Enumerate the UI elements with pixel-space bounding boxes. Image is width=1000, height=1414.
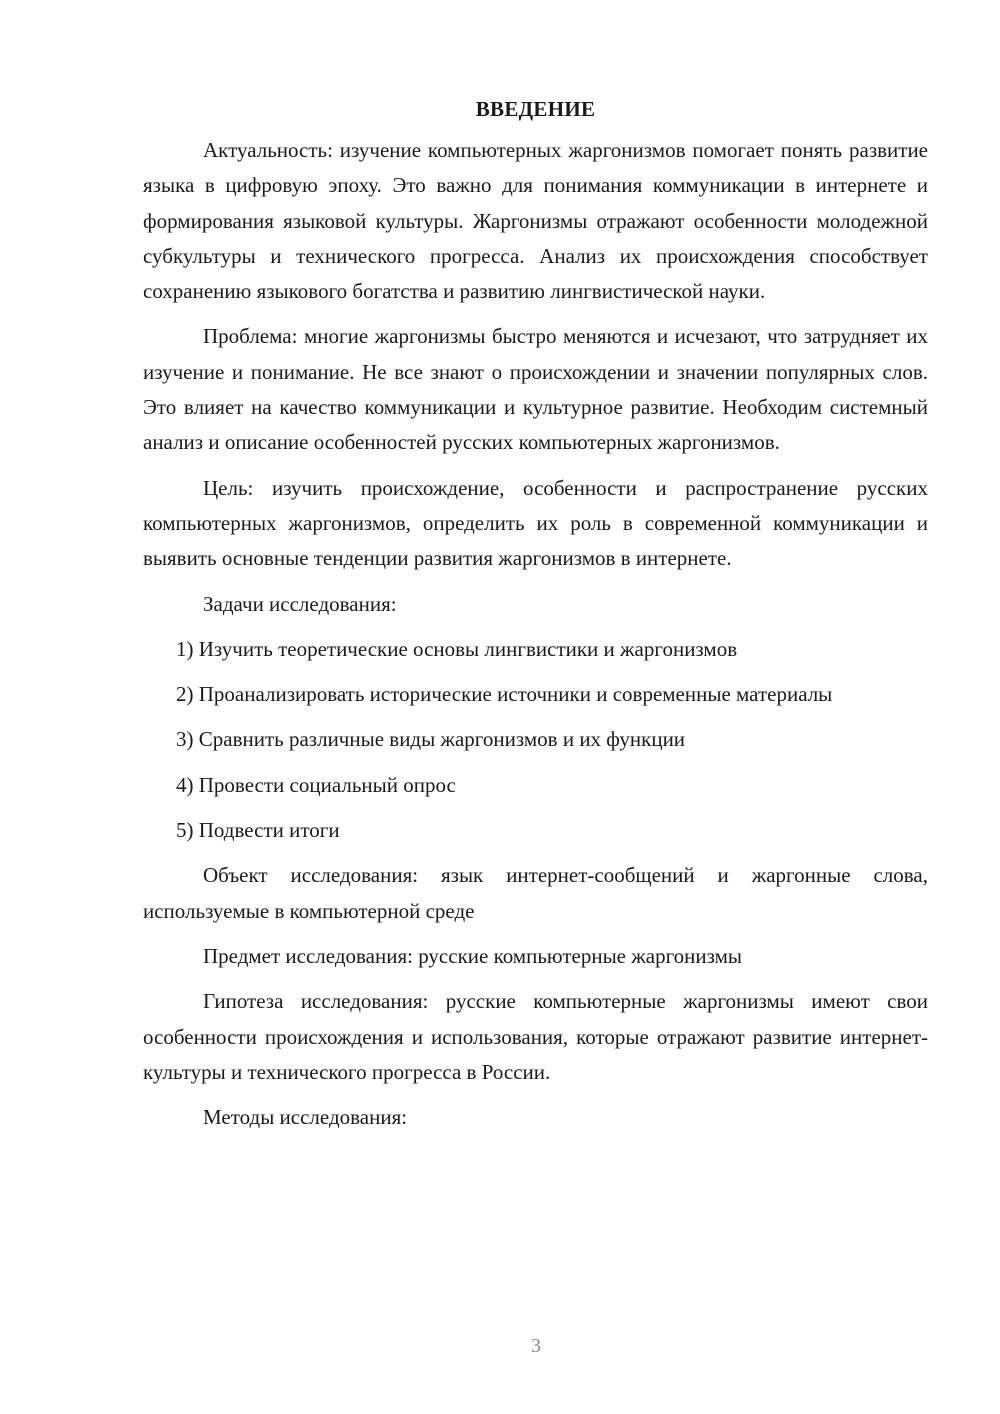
page-content — [143, 92, 928, 1145]
paragraph-relevance: Актуальность: изучение компьютерных жаргонизмов помогает понять развитие языка в цифровую эпоху. Это важно для понимания коммуникации в интернете и формирования языковой культуры. Жаргонизмы отражают особенности молодежной субкультуры и технического прогресса. Анализ их происхождения способствует сохранению языкового богатства и развитию лингвистической науки. — [143, 138, 928, 304]
task-item-3: 3) Сравнить различные виды жаргонизмов и их функции — [176, 727, 686, 752]
task-item-4: 4) Провести социальный опрос — [176, 772, 456, 797]
paragraph-hypothesis: Гипотеза исследования: русские компьютерные жаргонизмы имеют свои особенности происхождения и использования, которые отражают развитие интернет-культуры и технического прогресса в России. — [143, 989, 928, 1084]
paragraph-object: Объект исследования: язык интернет-сообщений и жаргонные слова, используемые в компьютерной среде — [143, 863, 928, 923]
paragraph-goal: Цель: изучить происхождение, особенности и распространение русских компьютерных жаргонизмов, определить их роль в современной коммуникации и выявить основные тенденции развития жаргонизмов в интернете. — [143, 475, 928, 571]
task-item-2: 2) Проанализировать исторические источники и современные материалы — [176, 682, 833, 707]
paragraph-methods-heading: Методы исследования: — [203, 1105, 408, 1130]
paragraph-tasks-heading: Задачи исследования: — [203, 591, 397, 616]
paragraph-subject: Предмет исследования: русские компьютерные жаргонизмы — [203, 943, 743, 968]
page-number: 3 — [531, 1335, 541, 1357]
paragraph-problem: Проблема: многие жаргонизмы быстро меняются и исчезают, что затрудняет их изучение и понимание. Не все знают о происхождении и значении популярных слов. Это влияет на качество коммуникации и культурное развитие. Необходим системный анализ и описание особенностей русских компьютерных жаргонизмов. — [143, 324, 928, 455]
task-item-5: 5) Подвести итоги — [176, 818, 340, 843]
task-item-1: 1) Изучить теоретические основы лингвистики и жаргонизмов — [176, 636, 738, 661]
section-title: ВВЕДЕНИЕ — [475, 97, 596, 121]
